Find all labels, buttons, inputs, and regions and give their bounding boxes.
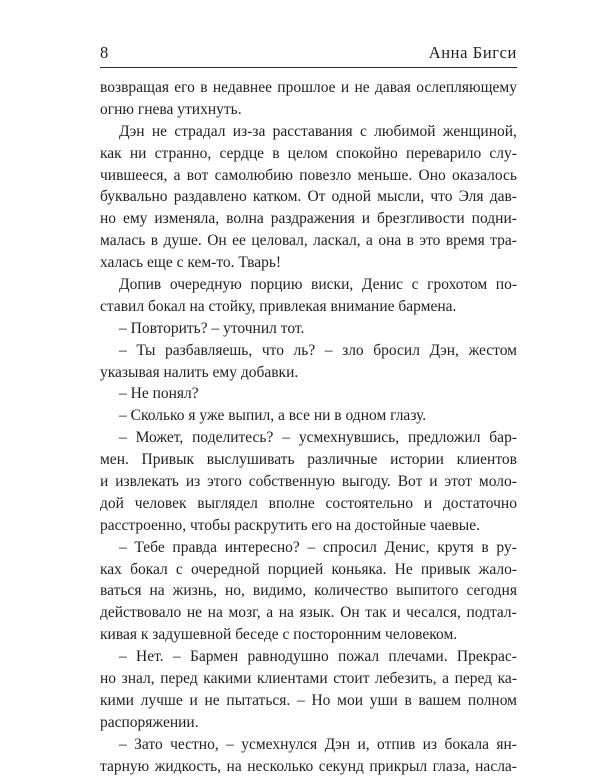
text-line: малась в душе. Он ее целовал, ласкал, а она в это время тра- — [100, 232, 517, 250]
text-line: – Ты разбавляешь, что ль? – зло бросил Дэн, жестом — [119, 341, 517, 359]
text-line: как ни странно, сердце в целом спокойно переварило слу- — [100, 144, 517, 162]
text-line: расстроенно, чтобы раскрутить его на достойные чаевые. — [100, 516, 480, 534]
running-head — [100, 42, 517, 64]
text-line: – Зато честно, – усмехнулся Дэн и, отпив из бокала ян- — [119, 735, 517, 753]
text-line: тарную жидкость, на несколько секунд прикрыл глаза, насла- — [100, 757, 517, 775]
text-line: но знал, перед какими клиентами стоит лебезить, а перед ка- — [100, 670, 517, 688]
text-line: Дэн не страдал из-за расставания с любимой женщиной, — [119, 122, 517, 140]
text-line: ваться на жизнь, но, видимо, количество выпитого сегодня — [100, 582, 517, 600]
text-line: – Тебе правда интересно? – спросил Денис, крутя в ру- — [119, 538, 517, 556]
text-line: и извлекать из этого собственную выгоду. Вот и этот моло- — [100, 473, 517, 491]
text-line: – Нет. – Бармен равнодушно пожал плечами. Прекрас- — [119, 648, 517, 666]
text-line: – Повторить? – уточнил тот. — [119, 319, 305, 337]
header-rule — [100, 67, 517, 68]
text-line: ставил бокал на стойку, привлекая внимание бармена. — [100, 297, 457, 315]
text-line: мен. Привык выслушивать различные истории клиентов — [100, 451, 517, 469]
text-line: ках бокал с очередной порцией коньяка. Не привык жало- — [100, 560, 517, 578]
text-line: возвращая его в недавнее прошлое и не давая ослепляющему — [100, 79, 517, 96]
text-line: действовало не на мозг, а на язык. Он так и чесался, подтал- — [100, 604, 517, 622]
text-line: дой человек выглядел вполне состоятельно и достаточно — [100, 494, 517, 512]
text-line: распоряжении. — [100, 713, 199, 731]
text-line: – Может, поделитесь? – усмехнувшись, предложил бар- — [119, 429, 517, 447]
text-line: халась еще с кем-то. Тварь! — [100, 254, 282, 272]
header-author: Анна Бигси — [428, 43, 517, 62]
text-line: Допив очередную порцию виски, Денис с грохотом по- — [119, 276, 517, 294]
text-line: – Сколько я уже выпил, а все ни в одном глазу. — [119, 407, 427, 425]
text-line: кими лучше и не пытаться. – Но мои уши в вашем полном — [100, 691, 517, 709]
text-line: но ему изменяла, волна раздражения и брезгливости подни- — [100, 210, 517, 228]
text-line: огню гнева утихнуть. — [100, 100, 242, 118]
text-line: чившееся, а вот самолюбию повезло меньше. Оно оказалось — [100, 166, 517, 184]
text-line: – Не понял? — [119, 385, 199, 403]
body-text — [100, 77, 517, 778]
page-number: 8 — [100, 43, 109, 62]
text-line: указывая налить ему добавки. — [100, 363, 299, 381]
text-line: буквально раздавлено катком. От одной мысли, что Эля дав- — [100, 188, 517, 206]
text-line: кивая к задушевной беседе с посторонним человеком. — [100, 626, 458, 644]
